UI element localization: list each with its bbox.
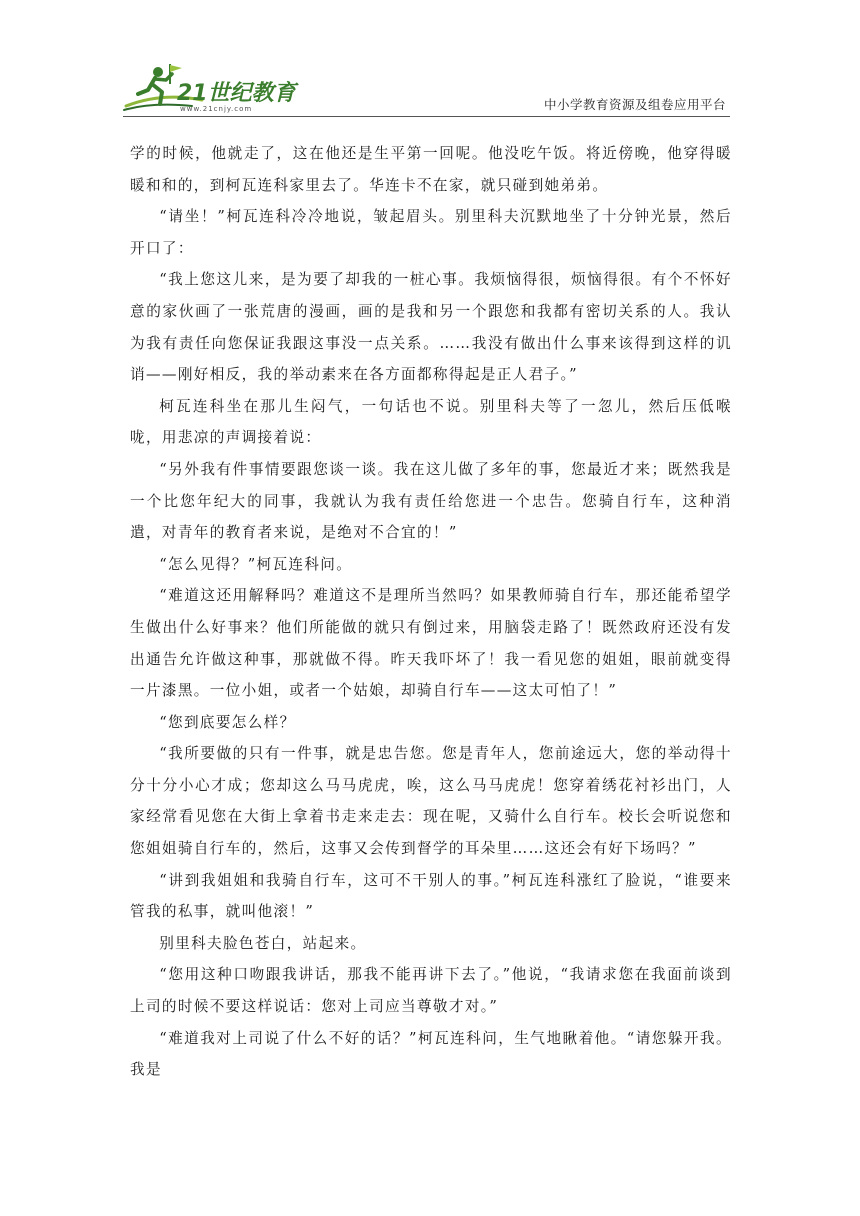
document-body [130,138,732,1086]
paragraph: “难道我对上司说了什么不好的话？”柯瓦连科问，生气地瞅着他。“请您躲开我。我是 [130,1029,732,1079]
paragraph: “另外我有件事情要跟您谈一谈。我在这儿做了多年的事，您最近才来；既然我是一个比您年纪大的同事，我就认为我有责任给您进一个忠告。您骑自行车，这种消遣，对青年的教育者来说，是绝对不合宜的！” [130,460,732,542]
logo-url: www.21cnjy.com [180,105,253,113]
paragraph: “您到底要怎么样？ [159,713,296,731]
paragraph: “我所要做的只有一件事，就是忠告您。您是青年人，您前途远大，您的举动得十分十分小心才成；您却这么马马虎虎，唉，这么马马虎虎！您穿着绣花衬衫出门，人家经常看见您在大街上拿着书走来走去：现在呢，又骑什么自行车。校长会听说您和您姐姐骑自行车的，然后，这事又会传到督学的耳朵里……这还会有好下场吗？” [130,745,732,858]
paragraph: 别里科夫脸色苍白，站起来。 [159,934,367,952]
runner-logo-icon [122,62,302,116]
paragraph: “请坐！”柯瓦连科冷冷地说，皱起眉头。别里科夫沉默地坐了十分钟光景，然后开口了： [130,208,732,257]
paragraph: 柯瓦连科坐在那儿生闷气，一句话也不说。别里科夫等了一忽儿，然后压低喉咙，用悲凉的声调接着说： [130,397,732,447]
platform-title: 中小学教育资源及组卷应用平台 [543,97,726,112]
logo [122,62,302,116]
paragraph: “我上您这儿来，是为要了却我的一桩心事。我烦恼得很，烦恼得很。有个不怀好意的家伙画了一张荒唐的漫画，画的是我和另一个跟您和我都有密切关系的人。我认为我有责任向您保证我跟这事没一点关系。……我没有做出什么事来该得到这样的讥诮——刚好相反，我的举动素来在各方面都称得起是正人君子。” [130,271,732,384]
page-header [0,0,860,125]
paragraph: “难道这还用解释吗？难道这不是理所当然吗？如果教师骑自行车，那还能希望学生做出什么好事来？他们所能做的就只有倒过来，用脑袋走路了！既然政府还没有发出通告允许做这种事，那就做不得。昨天我吓坏了！我一看见您的姐姐，眼前就变得一片漆黑。一位小姐，或者一个姑娘，却骑自行车——这太可怕了！” [130,587,732,700]
logo-text: 21世纪教育 [177,81,296,106]
paragraph: “您用这种口吻跟我讲话，那我不能再讲下去了。”他说，“我请求您在我面前谈到上司的时候不要这样说话：您对上司应当尊敬才对。” [130,966,732,1016]
paragraph: “讲到我姐姐和我骑自行车，这可不干别人的事。”柯瓦连科涨红了脸说，“谁要来管我的私事，就叫他滚！” [130,871,732,921]
header-divider [123,116,730,117]
paragraph: 学的时候，他就走了，这在他还是生平第一回呢。他没吃午饭。将近傍晚，他穿得暖暖和和的，到柯瓦连科家里去了。华连卡不在家，就只碰到她弟弟。 [130,145,732,194]
paragraph: “怎么见得？”柯瓦连科问。 [159,555,353,573]
